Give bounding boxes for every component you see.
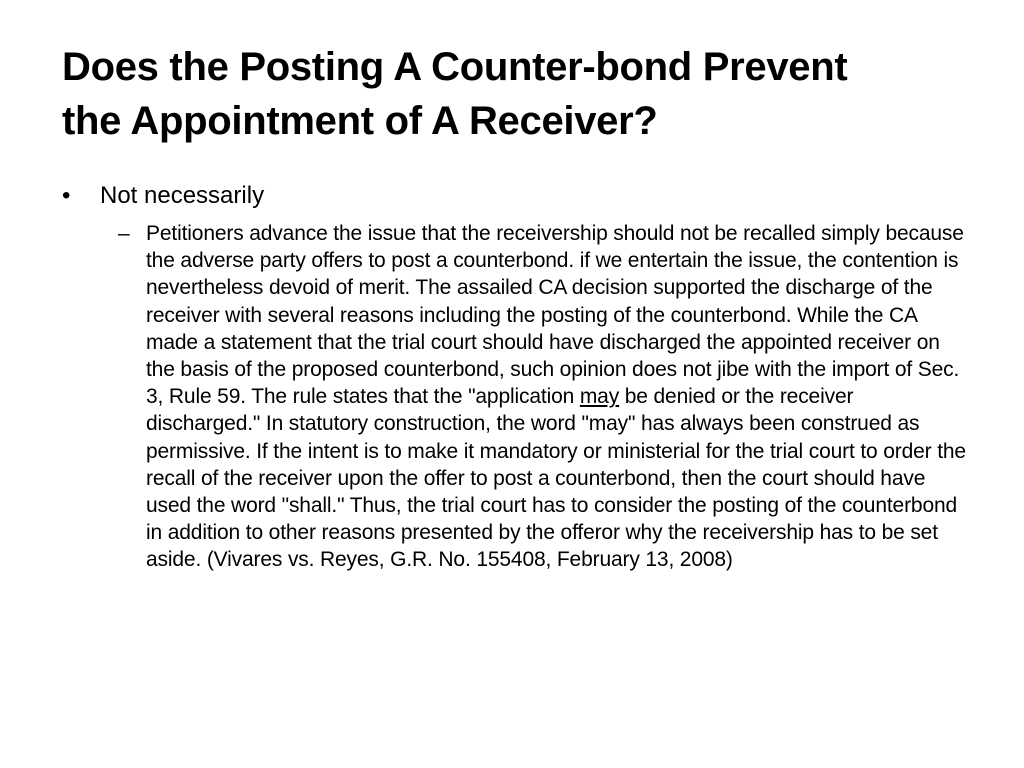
- emphasis-word: may: [579, 385, 620, 409]
- paragraph-text-after: be denied or the receiver discharged." In statutory construction, the word "may" has always been construed as permissive. If the intent is to make it mandatory or ministerial for the trial court to order the recall of the receiver upon the offer to post a counterbond, then the court should have used the word "shall." Thus, the trial court has to consider the posting of the counterbond in addition to other reasons presented by the offeror why the receivership has to be set aside. (Vivares vs. Reyes, G.R. No. 155408, February 13, 2008): [146, 385, 966, 572]
- sub-bullet-marker: –: [118, 222, 130, 245]
- slide-title-line-1: Does the Posting A Counter-bond Prevent: [62, 45, 848, 89]
- sub-bullet-paragraph: [146, 220, 968, 574]
- slide-title-line-2: the Appointment of A Receiver?: [62, 99, 658, 143]
- bullet-marker: •: [62, 182, 71, 209]
- paragraph-text-before: Petitioners advance the issue that the receivership should not be recalled simply because the adverse party offers to post a counterbond. if we entertain the issue, the contention is nevertheless devoid of merit. The assailed CA decision supported the discharge of the receiver with several reasons including the posting of the counterbond. While the CA made a statement that the trial court should have discharged the appointed receiver on the basis of the proposed counterbond, such opinion does not jibe with the import of Sec. 3, Rule 59. The rule states that the "application: [146, 222, 964, 409]
- slide-title: [62, 40, 982, 148]
- bullet-text: Not necessarily: [100, 182, 265, 209]
- sub-bullet-item: [118, 220, 968, 574]
